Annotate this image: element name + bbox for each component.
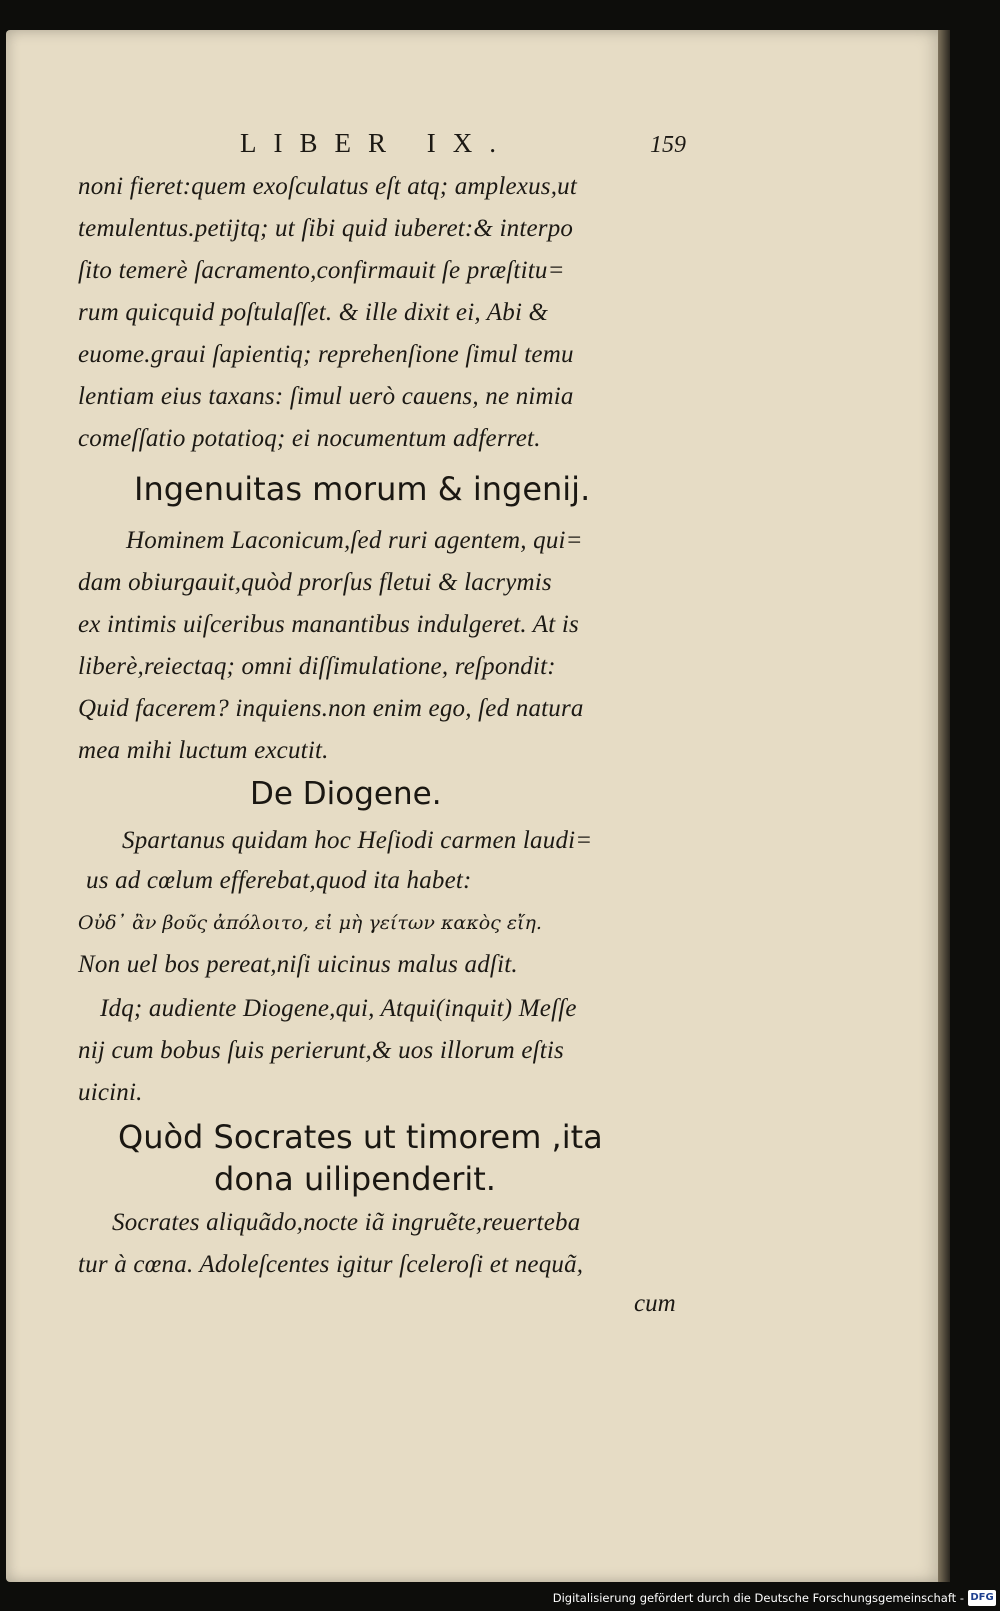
text-line: temulentus.petijtq; ut ſibi quid iuberet:& interpo: [78, 215, 574, 242]
text-line: Hominem Laconicum,ſed ruri agentem, qui=: [126, 527, 583, 554]
text-line: nij cum bobus ſuis perierunt,& uos illorum eſtis: [78, 1037, 564, 1064]
dfg-logo-icon: DFG: [968, 1590, 996, 1606]
text-line: Non uel bos pereat,niſi uicinus malus adſit.: [78, 951, 518, 978]
text-line: rum quicquid poſtulaſſet. & ille dixit ei, Abi &: [78, 299, 549, 326]
text-line: liberè,reiectaq; omni diſſimulatione, reſpondit:: [78, 653, 556, 680]
text-line: uicini.: [78, 1079, 143, 1106]
text-line: Idq; audiente Diogene,qui, Atqui(inquit) Meſſe: [100, 995, 577, 1022]
text-line: Spartanus quidam hoc Heſiodi carmen laudi=: [122, 827, 593, 854]
text-line: tur à cœna. Adoleſcentes igitur ſceleroſi et nequã,: [78, 1251, 584, 1278]
text-line: comeſſatio potatioq; ei nocumentum adferret.: [78, 425, 541, 452]
section-heading: dona uilipenderit.: [214, 1160, 496, 1198]
page-edge: [938, 30, 950, 1582]
text-line: euome.graui ſapientiq; reprehenſione ſimul temu: [78, 341, 574, 368]
text-line: dam obiurgauit,quòd prorſus fletui & lacrymis: [78, 569, 552, 596]
text-line: us ad cœlum efferebat,quod ita habet:: [86, 867, 472, 894]
section-heading: De Diogene.: [250, 776, 442, 812]
folio-number: 159: [650, 132, 686, 158]
running-head: [240, 128, 720, 168]
text-line: ſito temerè ſacramento,confirmauit ſe præſtitu=: [78, 257, 565, 284]
running-title: LIBER IX.: [240, 128, 513, 158]
footer-bar: [0, 1587, 1000, 1611]
greek-verse: Οὐδ᾽ ἂν βοῦς ἀπόλοιτο, εἰ μὴ γείτων κακὸς εἴη.: [78, 912, 542, 934]
section-heading: Ingenuitas morum & ingenij.: [134, 470, 591, 508]
text-line: Quid facerem? inquiens.non enim ego, ſed natura: [78, 695, 584, 722]
text-line: noni fieret:quem exoſculatus eſt atq; amplexus,ut: [78, 173, 578, 200]
text-line: mea mihi luctum excutit.: [78, 737, 329, 764]
text-line: ex intimis uiſceribus manantibus indulgeret. At is: [78, 611, 579, 638]
section-heading: Quòd Socrates ut timorem ,ita: [118, 1118, 603, 1156]
text-line: Socrates aliquãdo,nocte iã ingruẽte,reuerteba: [112, 1209, 581, 1236]
text-line: lentiam eius taxans: ſimul uerò cauens, ne nimia: [78, 383, 574, 410]
footer-credit: Digitalisierung gefördert durch die Deutsche Forschungsgemeinschaft -: [552, 1591, 964, 1605]
catchword: cum: [634, 1290, 676, 1317]
